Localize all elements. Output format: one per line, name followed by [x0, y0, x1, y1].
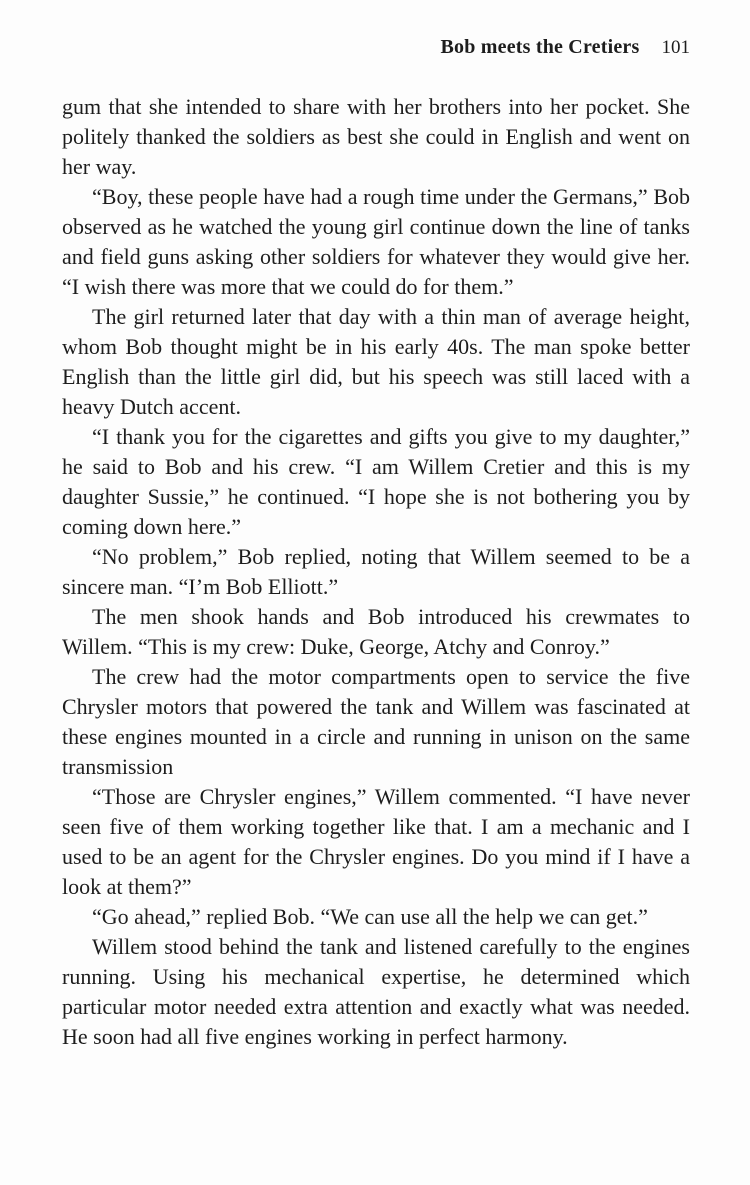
page-number: 101: [661, 37, 690, 58]
paragraph: “No problem,” Bob replied, noting that Willem seemed to be a sincere man. “I’m Bob Elliott.”: [62, 544, 690, 599]
paragraph: The men shook hands and Bob introduced his crewmates to Willem. “This is my crew: Duke, George, Atchy and Conroy.”: [62, 604, 690, 659]
paragraph: “Those are Chrysler engines,” Willem commented. “I have never seen five of them working together like that. I am a mechanic and I used to be an agent for the Chrysler engines. Do you mind if I have a look at them?”: [62, 784, 690, 899]
paragraph: Willem stood behind the tank and listened carefully to the engines running. Using his mechanical expertise, he determined which particular motor needed extra attention and exactly what was needed. He soon had all five engines working in perfect harmony.: [62, 934, 690, 1049]
body-text: [62, 92, 690, 1052]
paragraph: “Go ahead,” replied Bob. “We can use all the help we can get.”: [92, 904, 648, 929]
running-header: [62, 36, 690, 59]
paragraph: “I thank you for the cigarettes and gifts you give to my daughter,” he said to Bob and his crew. “I am Willem Cretier and this is my daughter Sussie,” he continued. “I hope she is not bothering you by coming down here.”: [62, 424, 690, 539]
paragraph: The crew had the motor compartments open to service the five Chrysler motors that powered the tank and Willem was fascinated at these engines mounted in a circle and running in unison on the same transmission: [62, 664, 690, 779]
paragraph: “Boy, these people have had a rough time under the Germans,” Bob observed as he watched the young girl continue down the line of tanks and field guns asking other soldiers for whatever they would give her. “I wish there was more that we could do for them.”: [62, 184, 690, 299]
paragraph: gum that she intended to share with her brothers into her pocket. She politely thanked the soldiers as best she could in English and went on her way.: [62, 94, 690, 179]
paragraph: The girl returned later that day with a thin man of average height, whom Bob thought might be in his early 40s. The man spoke better English than the little girl did, but his speech was still laced with a heavy Dutch accent.: [62, 304, 690, 419]
chapter-title: Bob meets the Cretiers: [440, 36, 640, 58]
